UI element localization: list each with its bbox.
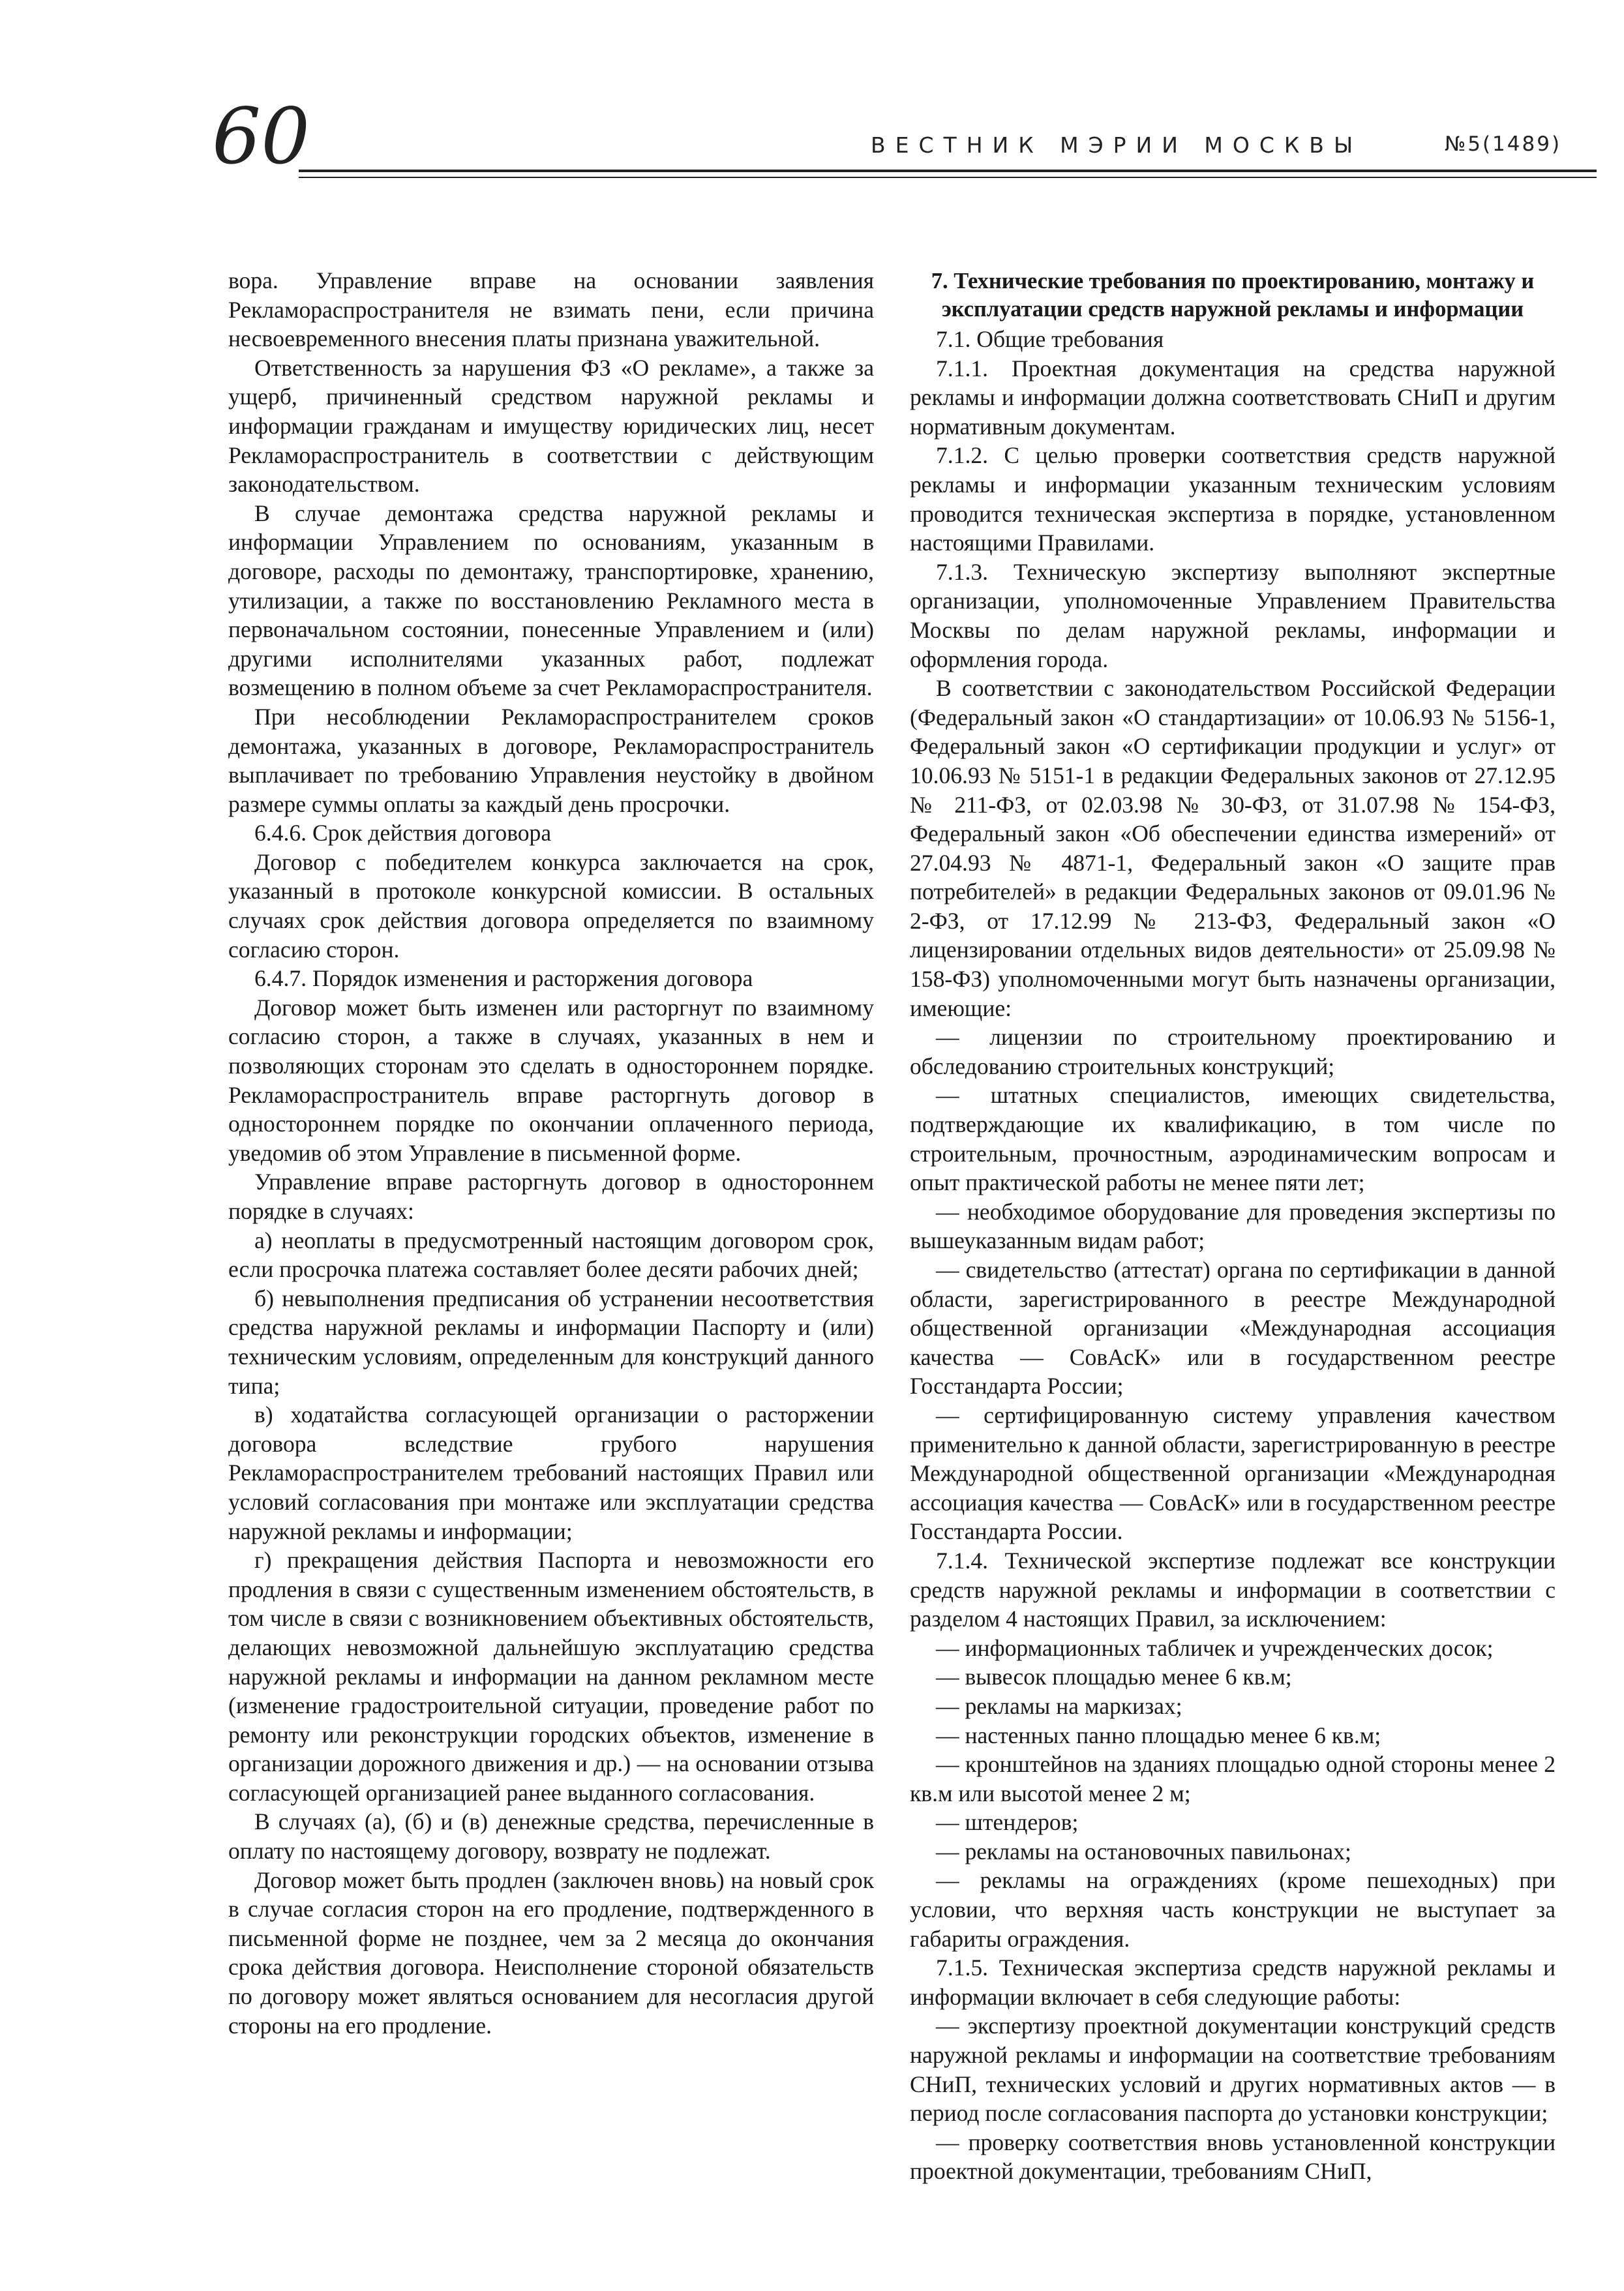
paragraph: Договор с победителем конкурса заключается на срок, указанный в протоколе конкурсной комиссии. В остальных случаях срок действия договора определяется по взаимному согласию сторон. (228, 848, 874, 963)
issue-number: №5(1489) (1445, 132, 1562, 156)
subsection-heading: 6.4.6. Срок действия договора (254, 820, 552, 846)
list-item: — рекламы на ограждениях (кроме пешеходных) при условии, что верхняя часть конструкции не выступает за габариты ограждения. (910, 1867, 1556, 1952)
subsection-heading: 6.4.7. Порядок изменения и расторжения договора (254, 965, 753, 992)
paragraph: 7.1.5. Техническая экспертиза средств наружной рекламы и информации включает в себя следующие работы: (910, 1954, 1556, 2010)
list-item: — рекламы на остановочных павильонах; (936, 1838, 1351, 1864)
paragraph: вора. Управление вправе на основании заявления Рекламораспространителя не взимать пени, если причина несвоевременного внесения платы признана уважительной. (228, 267, 874, 352)
paragraph: Договор может быть изменен или расторгнут по взаимному согласию сторон, а также в случаях, указанных в нем и позволяющих сторонам это сделать в одностороннем порядке. Рекламораспространитель вправе расторгнуть договор в одностороннем порядке по окончании оплаченного периода, уведомив об этом Управление в письменной форме. (228, 994, 874, 1166)
list-item: — вывесок площадью менее 6 кв.м; (936, 1664, 1292, 1690)
list-item: — свидетельство (аттестат) органа по сертификации в данной области, зарегистрированного в реестре Международной общественной организации «Международная ассоциация качества — СовАсК» или в государственном реестре Госстандарта России; (910, 1257, 1556, 1400)
list-item: — кронштейнов на зданиях площадью одной стороны менее 2 кв.м или высотой менее 2 м; (910, 1751, 1556, 1806)
paragraph: 7.1.1. Проектная документация на средства наружной рекламы и информации должна соответствовать СНиП и другим нормативным документам. (910, 355, 1556, 440)
list-item: — необходимое оборудование для проведения экспертизы по вышеуказанным видам работ; (910, 1198, 1556, 1254)
list-item: — информационных табличек и учрежденческих досок; (936, 1634, 1494, 1661)
list-item: а) неоплаты в предусмотренный настоящим договором срок, если просрочка платежа составляет более десяти рабочих дней; (228, 1227, 874, 1283)
list-item: — проверку соответствия вновь установленной конструкции проектной документации, требованиям СНиП, (910, 2129, 1556, 2185)
right-column (910, 267, 1556, 2186)
paragraph: В случае демонтажа средства наружной рекламы и информации Управлением по основаниям, указанным в договоре, расходы по демонтажу, транспортировке, хранению, утилизации, а также по восстановлению Рекламного места в первоначальном состоянии, понесенные Управлением и (или) другими исполнителями указанных работ, подлежат возмещению в полном объеме за счет Рекламораспространителя. (228, 500, 874, 701)
list-item: б) невыполнения предписания об устранении несоответствия средства наружной рекламы и информации Паспорту и (или) техническим условиям, определенным для конструкций данного типа; (228, 1285, 874, 1399)
list-item: — штендеров; (936, 1809, 1079, 1836)
list-item: в) ходатайства согласующей организации о расторжении договора вследствие грубого нарушения Рекламораспространителем требований настоящих Правил или условий согласования при монтаже или эксплуатации средства наружной рекламы и информации; (228, 1401, 874, 1544)
page-number: 60 (212, 91, 310, 181)
list-item: — штатных специалистов, имеющих свидетельства, подтверждающие их квалификацию, в том числе по строительным, прочностным, аэродинамическим вопросам и опыт практической работы не менее пяти лет; (910, 1082, 1556, 1196)
paragraph: 7.1.2. С целью проверки соответствия средств наружной рекламы и информации указанным техническим условиям проводится техническая экспертиза в порядке, установленном настоящими Правилами. (910, 442, 1556, 556)
header-rule (299, 170, 1597, 178)
list-item: — сертифицированную систему управления качеством применительно к данной области, зарегистрированную в реестре Международной общественной организации «Международная ассоциация качества — СовАсК» или в государственном реестре Госстандарта России. (910, 1401, 1556, 1545)
paragraph: Договор может быть продлен (заключен вновь) на новый срок в случае согласия сторон на его продление, подтвержденного в письменной форме не позднее, чем за 2 месяца до окончания срока действия договора. Неисполнение стороной обязательств по договору может являться основанием для несогласия другой стороны на его продление. (228, 1866, 874, 2039)
left-column (228, 266, 874, 2040)
paragraph: 7.1.3. Техническую экспертизу выполняют экспертные организации, уполномоченные Управлением Правительства Москвы по делам наружной рекламы, информации и оформления города. (910, 558, 1556, 672)
list-item: — экспертизу проектной документации конструкций средств наружной рекламы и информации на соответствие требованиям СНиП, технических условий и других нормативных актов — в период после согласования паспорта до установки конструкции; (910, 2013, 1556, 2127)
paragraph: 7.1.4. Технической экспертизе подлежат все конструкции средств наружной рекламы и информации в соответствии с разделом 4 настоящих Правил, за исключением: (910, 1547, 1556, 1632)
section-title: 7. Технические требования по проектированию, монтажу и эксплуатации средств наружной рекламы и информации (931, 269, 1535, 322)
paragraph: При несоблюдении Рекламораспространителем сроков демонтажа, указанных в договоре, Рекламораспространитель выплачивает по требованию Управления неустойку в двойном размере суммы оплаты за каждый день просрочки. (228, 703, 874, 817)
list-item: — настенных панно площадью менее 6 кв.м; (936, 1722, 1381, 1748)
list-item: — рекламы на маркизах; (936, 1692, 1182, 1719)
subsection-heading: 7.1. Общие требования (936, 326, 1164, 352)
journal-title: ВЕСТНИК МЭРИИ МОСКВЫ (871, 132, 1363, 158)
paragraph: В случаях (а), (б) и (в) денежные средства, перечисленные в оплату по настоящему договору, возврату не подлежат. (228, 1808, 874, 1864)
list-item: — лицензии по строительному проектированию и обследованию строительных конструкций; (910, 1024, 1556, 1079)
list-item: г) прекращения действия Паспорта и невозможности его продления в связи с существенным изменением обстоятельств, в том числе в связи с возникновением объективных обстоятельств, делающих невозможной дальнейшую эксплуатацию средства наружной рекламы и информации на данном рекламном месте (изменение градостроительной ситуации, проведение работ по ремонту или реконструкции городских объектов, изменение в организации дорожного движения и др.) — на основании отзыва согласующей организацией ранее выданного согласования. (228, 1547, 874, 1806)
paragraph: Управление вправе расторгнуть договор в одностороннем порядке в случаях: (228, 1169, 874, 1224)
paragraph: Ответственность за нарушения ФЗ «О рекламе», а также за ущерб, причиненный средством наружной рекламы и информации гражданам и имуществу юридических лиц, несет Рекламораспространитель в соответствии с действующим законодательством. (228, 354, 874, 498)
paragraph: В соответствии с законодательством Российской Федерации (Федеральный закон «О стандартизации» от 10.06.93 № 5156-1, Федеральный закон «О сертификации продукции и услуг» от 10.06.93 № 5151-1 в редакции Федеральных законов от 27.12.95 № 211-ФЗ, от 02.03.98 № 30-ФЗ, от 31.07.98 № 154-ФЗ, Федеральный закон «Об обеспечении единства измерений» от 27.04.93 № 4871-1, Федеральный закон «О защите прав потребителей» в редакции Федеральных законов от 09.01.96 № 2-ФЗ, от 17.12.99 № 213-ФЗ, Федеральный закон «О лицензировании отдельных видов деятельности» от 25.09.98 № 158-ФЗ) уполномоченными могут быть назначены организации, имеющие: (910, 675, 1556, 1021)
